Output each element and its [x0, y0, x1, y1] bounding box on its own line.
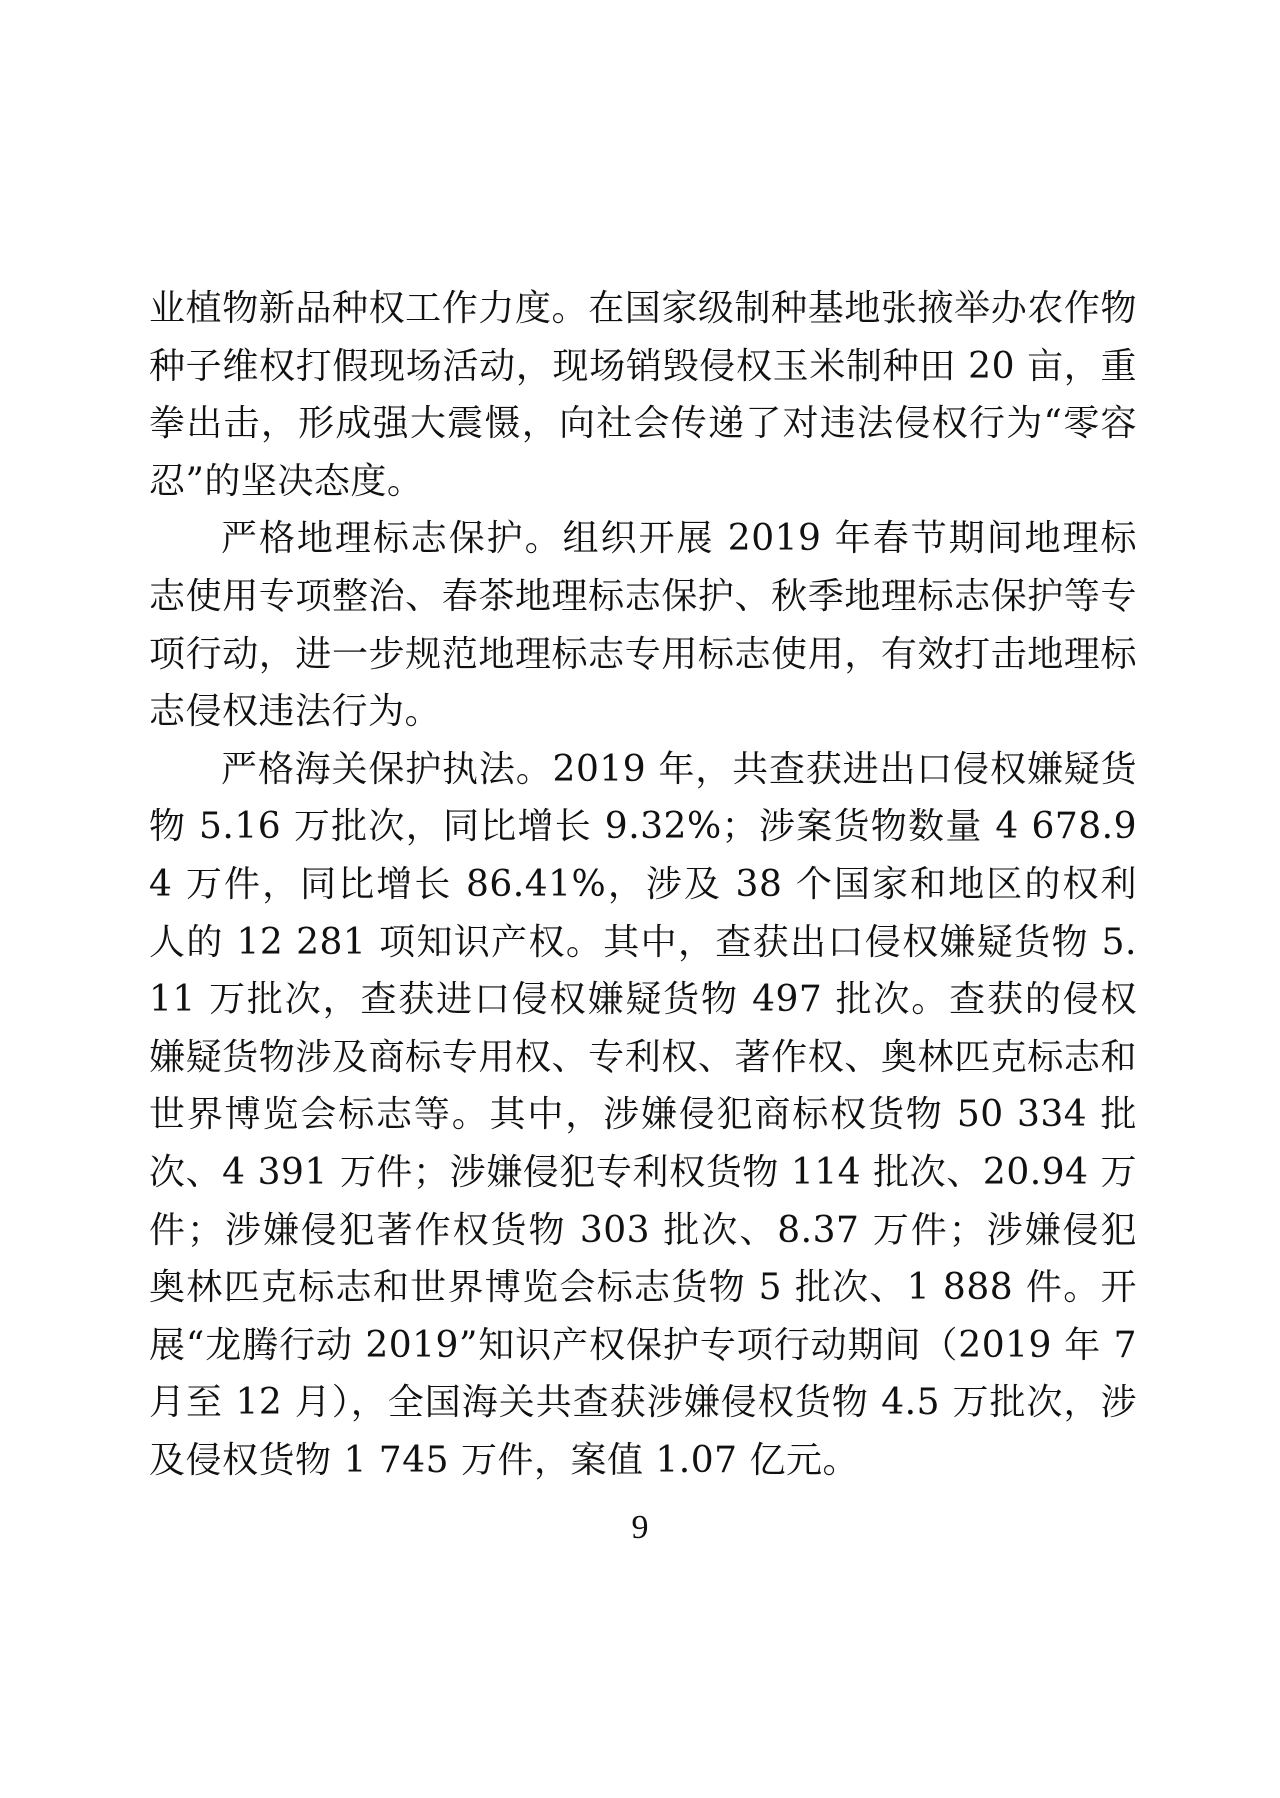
- paragraph-customs-enforcement: 严格海关保护执法。2019 年，共查获进出口侵权嫌疑货物 5.16 万批次，同比增长 9.32%；涉案货物数量 4 678.94 万件，同比增长 86.41%，涉及 38 个国家和地区的权利人的 12 281 项知识产权。其中，查获出口侵权嫌疑货物 5.11 万批次，查获进口侵权嫌疑货物 497 批次。查获的侵权嫌疑货物涉及商标专用权、专利权、著作权、奥林匹克标志和世界博览会标志等。其中，涉嫌侵犯商标权货物 50 334 批次、4 391 万件；涉嫌侵犯专利权货物 114 批次、20.94 万件；涉嫌侵犯著作权货物 303 批次、8.37 万件；涉嫌侵犯奥林匹克标志和世界博览会标志货物 5 批次、1 888 件。开展“龙腾行动 2019”知识产权保护专项行动期间（2019 年 7 月至 12 月），全国海关共查获涉嫌侵权货物 4.5 万批次，涉及侵权货物 1 745 万件，案值 1.07 亿元。: [149, 748, 1137, 1481]
- document-body: [149, 280, 1137, 1489]
- page-number: 9: [631, 1509, 649, 1546]
- paragraph-geographical-indication: 严格地理标志保护。组织开展 2019 年春节期间地理标志使用专项整治、春茶地理标志保护、秋季地理标志保护等专项行动，进一步规范地理标志专用标志使用，有效打击地理标志侵权违法行为。: [149, 518, 1137, 733]
- paragraph-plant-variety-continuation: 业植物新品种权工作力度。在国家级制种基地张掖举办农作物种子维权打假现场活动，现场销毁侵权玉米制种田 20 亩，重拳出击，形成强大震慑，向社会传递了对违法侵权行为“零容忍”的坚决态度。: [149, 288, 1137, 502]
